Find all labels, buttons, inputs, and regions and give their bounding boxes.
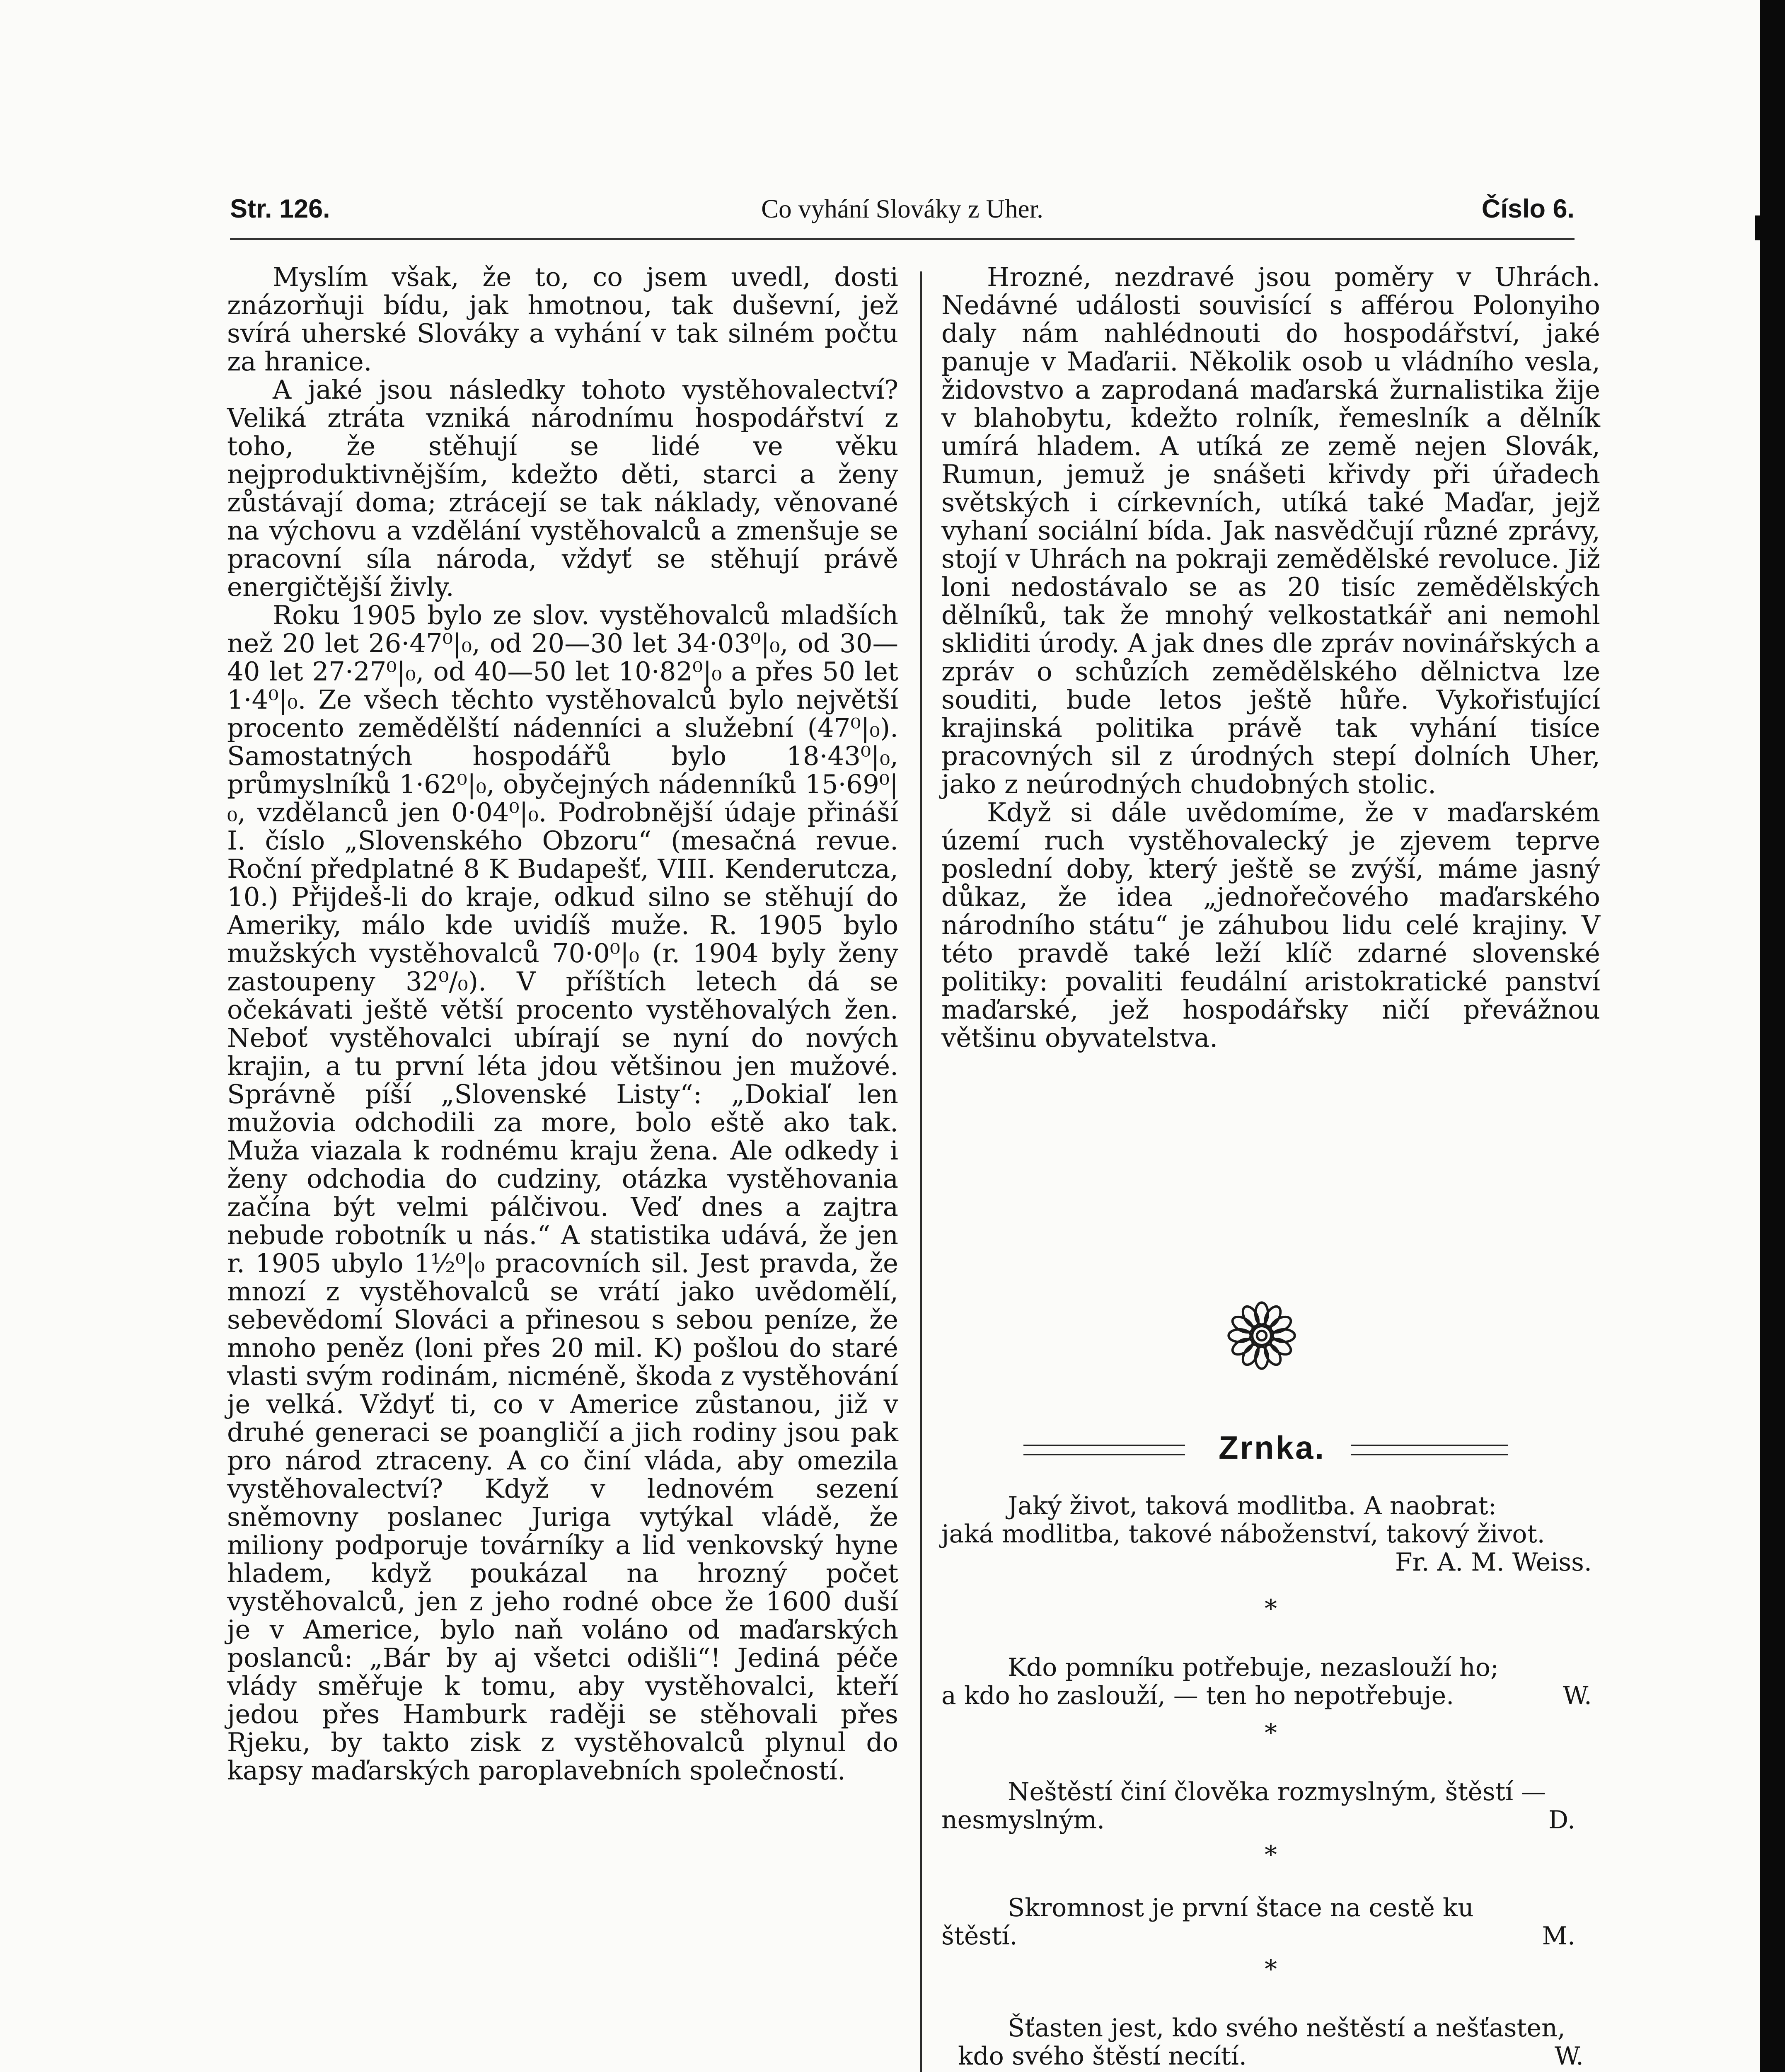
section-heading	[1023, 1429, 1521, 1469]
aphorism-line: Neštěstí činí člověka rozmyslným, štěstí —	[1008, 1777, 1546, 1806]
aphorism	[941, 1653, 1600, 1710]
aphorism-line: Skromnost je první štace na cestě ku	[1008, 1893, 1474, 1922]
column-divider	[920, 271, 922, 2072]
scan-edge-mark	[1755, 215, 1764, 240]
separator-star: *	[1265, 1594, 1277, 1623]
aphorism-author: Fr. A. M. Weiss.	[1395, 1548, 1592, 1577]
aphorism-line: jaká modlitba, takové náboženství, takový život.	[941, 1520, 1545, 1549]
separator-star: *	[1265, 1955, 1277, 1984]
running-title: Co vyhání Slováky z Uher.	[761, 194, 1043, 223]
aphorism-line: štěstí.	[941, 1922, 1018, 1951]
aphorism	[941, 2014, 1600, 2070]
header-rule	[230, 238, 1575, 240]
aphorism-line: Jaký život, taková modlitba. A naobrat:	[1008, 1491, 1497, 1520]
issue-number: Číslo 6.	[1481, 194, 1575, 223]
aphorism-author: W.	[1554, 2042, 1584, 2071]
paragraph: Když si dále uvědomíme, že v maďarském území ruch vystěhovalecký je zjevem teprve poslední doby, který ještě se zvýší, máme jasný důkaz, že idea „jednořečového maďarského národního státu“ je záhubou lidu celé krajiny. V této pravdě také leží klíč zdarné slovenské politiky: povaliti feudální aristokratické panství maďarské, jež hospodářsky ničí převážnou většinu obyvatelstva.	[941, 797, 1600, 1053]
left-column	[227, 263, 898, 1785]
aphorism	[941, 1492, 1600, 1576]
aphorism	[941, 1778, 1600, 1834]
aphorism	[941, 1894, 1600, 1950]
page-number: Str. 126.	[230, 194, 330, 223]
flower-ornament-icon	[1222, 1296, 1301, 1375]
page-header	[230, 194, 1575, 231]
aphorism-line: a kdo ho zaslouží, — ten ho nepotřebuje.	[941, 1681, 1454, 1710]
aphorism-author: W.	[1562, 1681, 1592, 1710]
paragraph: Myslím však, že to, co jsem uvedl, dosti znázorňuji bídu, jak hmotnou, tak duševní, jež svírá uherské Slováky a vyhání v tak silném počtu za hranice.	[227, 262, 898, 377]
aphorism-author: M.	[1542, 1922, 1575, 1951]
section-title: Zrnka.	[1218, 1429, 1326, 1466]
aphorism-line: Kdo pomníku potřebuje, nezaslouží ho;	[1008, 1653, 1499, 1682]
paragraph: Roku 1905 bylo ze slov. vystěhovalců mladších než 20 let 26·47⁰|₀, od 20—30 let 34·03⁰|₀, od 30—40 let 27·27⁰|₀, od 40—50 let 10·82⁰|₀ a přes 50 let 1·4⁰|₀. Ze všech těchto vystěhovalců bylo největší procento zemědělští nádenníci a služební (47⁰|₀). Samostatných hospodářů bylo 18·43⁰|₀, průmyslníků 1·62⁰|₀, obyčejných nádenníků 15·69⁰|₀, vzdělanců jen 0·04⁰|₀. Podrobnější údaje přináší I. číslo „Slovenského Obzoru“ (mesačná revue. Roční předplatné 8 K Budapešť, VIII. Kenderutcza, 10.) Přijdeš-li do kraje, odkud silno se stěhují do Ameriky, málo kde uvidíš muže. R. 1905 bylo mužských vystěhovalců 70·0⁰|₀ (r. 1904 byly ženy zastoupeny 32⁰/₀). V příštích letech dá se očekávati ještě větší procento vystěhovalých žen. Neboť vystěhovalci ubírají se nyní do nových krajin, a tu první léta jdou většinou jen mužové. Správně píší „Slovenské Listy“: „Dokiaľ len mužovia odchodili za more, bolo eště ako tak. Muža viazala k rodnému kraju žena. Ale odkedy i ženy odchodia do cudziny, otázka vystěhovania začína být velmi pálčivou. Veď dnes a zajtra nebude robotník u nás.“ A statistika udává, že jen r. 1905 ubylo 1½⁰|₀ pracovních sil. Jest pravda, že mnozí z vystěhovalců se vrátí jako uvědomělí, sebevědomí Slováci a přinesou s sebou peníze, že mnoho peněz (loni přes 20 mil. K) pošlou do staré vlasti svým rodinám, nicméně, škoda z vystěhování je velká. Vždyť ti, co v Americe zůstanou, již v druhé generaci se poangličí a jich rodiny jsou pak pro národ ztraceny. A co činí vláda, aby omezila vystěhovalectví? Když v lednovém sezení sněmovny poslanec Juriga vytýkal vládě, že miliony podporuje továrníky a lid venkovský hyne hladem, když poukázal na hrozný počet vystěhovalců, jen z jeho rodné obce že 1600 duší je v Americe, bylo naň voláno od maďarských poslanců: „Bár by aj všetci odišli“! Jediná péče vlády směřuje k tomu, aby vystěhovalci, kteří jedou přes Hamburk raději se stěhovali přes Rjeku, by takto zisk z vystěhovalců plynul do kapsy maďarských paroplavebních společností.	[227, 600, 898, 1786]
aphorism-line: nesmyslným.	[941, 1806, 1105, 1835]
separator-star: *	[1265, 1840, 1277, 1869]
aphorism-line: kdo svého štěstí necítí.	[958, 2042, 1247, 2071]
aphorism-author: D.	[1548, 1806, 1575, 1835]
aphorism-line: Šťasten jest, kdo svého neštěstí a nešťasten,	[1008, 2014, 1565, 2043]
right-column	[941, 263, 1600, 1052]
scan-edge	[1760, 0, 1785, 2072]
paragraph: Hrozné, nezdravé jsou poměry v Uhrách. Nedávné události souvisící s afférou Polonyiho daly nám nahlédnouti do hospodářství, jaké panuje v Maďarii. Několik osob u vládního vesla, židovstvo a zaprodaná maďarská žurnalistika žije v blahobytu, kdežto rolník, řemeslník a dělník umírá hladem. A utíká ze země nejen Slovák, Rumun, jemuž je snášeti křivdy při úřadech světských i církevních, utíká také Maďar, jejž vyhaní sociální bída. Jak nasvědčují různé zprávy, stojí v Uhrách na pokraji zemědělské revoluce. Již loni nedostávalo se as 20 tisíc zemědělských dělníků, tak že mnohý velkostatkář ani nemohl skliditi úrody. A jak dnes dle zpráv novinářských a zpráv o schůzích zemědělského dělnictva lze souditi, bude letos ještě hůře. Vykořisťující krajinská politika právě tak vyhání tisíce pracovných sil z úrodných stepí dolních Uher, jako z neúrodných chudobných stolic.	[941, 262, 1600, 799]
paragraph: A jaké jsou následky tohoto vystěhovalectví? Veliká ztráta vzniká národnímu hospodářství z toho, že stěhují se lidé ve věku nejproduktivnějším, kdežto děti, starci a ženy zůstávají doma; ztrácejí se tak náklady, věnované na výchovu a vzdělání vystěhovalců a zmenšuje se pracovní síla národa, vždyť se stěhují právě energičtější živly.	[227, 375, 898, 602]
separator-star: *	[1265, 1719, 1277, 1748]
